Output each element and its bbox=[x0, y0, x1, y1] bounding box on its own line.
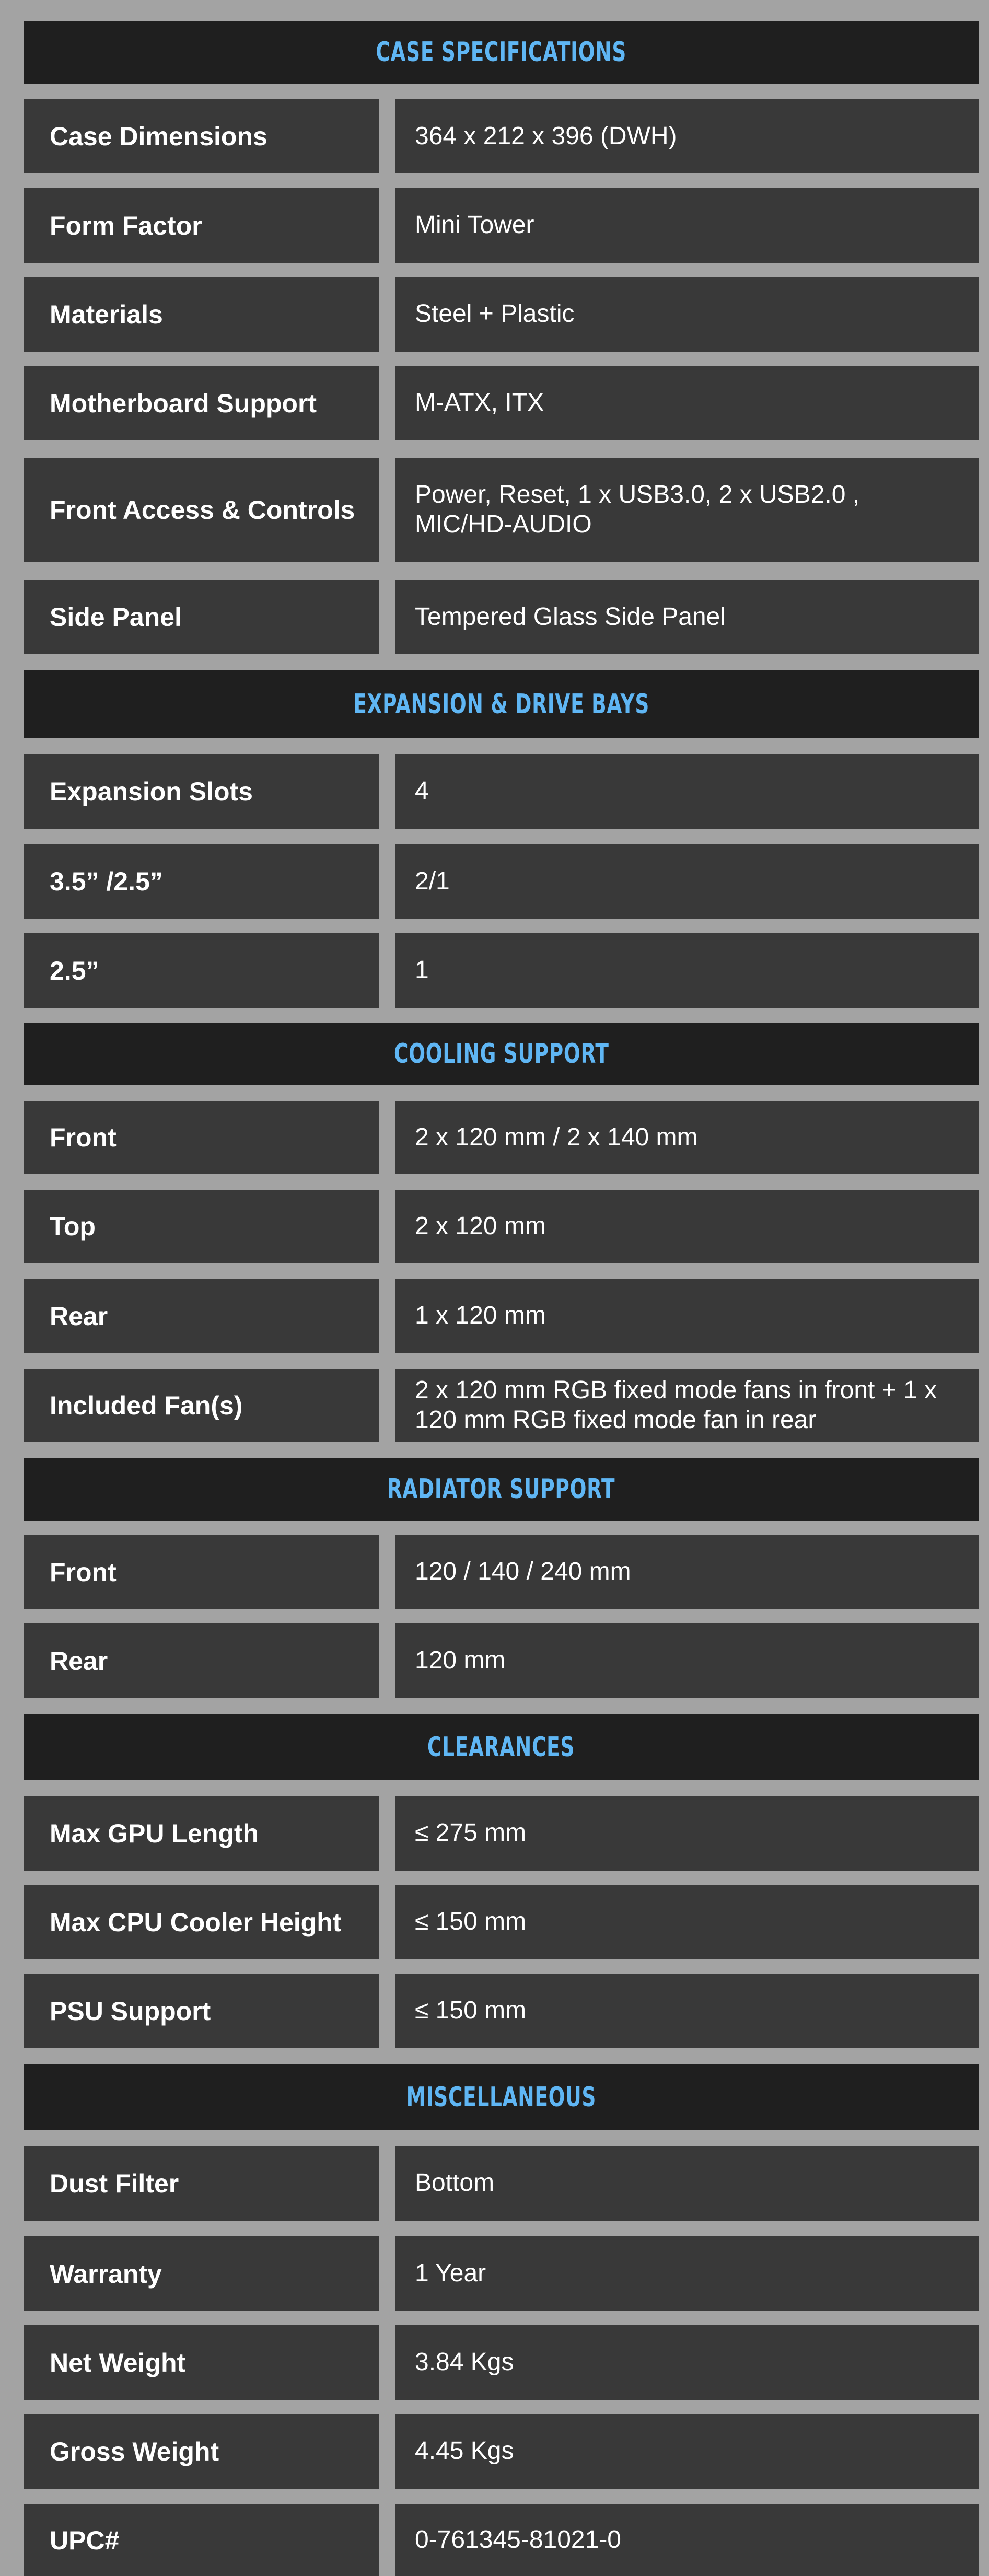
spec-value bbox=[395, 1974, 979, 2048]
spec-label: Front bbox=[24, 1535, 379, 1609]
spec-value-text: Steel + Plastic bbox=[415, 300, 575, 328]
spec-value bbox=[395, 2504, 979, 2576]
spec-label: Front bbox=[24, 1101, 379, 1174]
section-title: EXPANSION & DRIVE BAYS bbox=[353, 689, 649, 720]
spec-value-text: ≤ 275 mm bbox=[415, 1819, 527, 1847]
spec-value-text: 2/1 bbox=[415, 867, 450, 895]
spec-value-text: Mini Tower bbox=[415, 211, 534, 239]
spec-value bbox=[395, 1190, 979, 1263]
spec-label: Warranty bbox=[24, 2236, 379, 2311]
spec-label: PSU Support bbox=[24, 1974, 379, 2048]
spec-label: 3.5” /2.5” bbox=[24, 844, 379, 919]
spec-label: Gross Weight bbox=[24, 2414, 379, 2489]
spec-label: Materials bbox=[24, 277, 379, 352]
spec-label: Max GPU Length bbox=[24, 1796, 379, 1871]
spec-value bbox=[395, 1623, 979, 1698]
section-title: CLEARANCES bbox=[427, 1731, 575, 1763]
spec-value bbox=[395, 1279, 979, 1353]
spec-value bbox=[395, 580, 979, 654]
spec-value bbox=[395, 2325, 979, 2400]
spec-value bbox=[395, 933, 979, 1008]
spec-value bbox=[395, 366, 979, 440]
spec-value bbox=[395, 458, 979, 562]
spec-value-text: 4.45 Kgs bbox=[415, 2437, 514, 2465]
section-title: COOLING SUPPORT bbox=[393, 1038, 609, 1070]
spec-label: Dust Filter bbox=[24, 2146, 379, 2221]
spec-value-text: 1 Year bbox=[415, 2259, 486, 2288]
spec-value bbox=[395, 99, 979, 173]
spec-value-text: 2 x 120 mm bbox=[415, 1212, 546, 1240]
section-title: MISCELLANEOUS bbox=[406, 2081, 597, 2113]
spec-value-text: 120 / 140 / 240 mm bbox=[415, 1558, 631, 1586]
spec-value-text: 1 x 120 mm bbox=[415, 1302, 546, 1330]
section-header bbox=[24, 670, 979, 738]
section-title: RADIATOR SUPPORT bbox=[387, 1473, 615, 1505]
spec-value bbox=[395, 2236, 979, 2311]
spec-value-text: ≤ 150 mm bbox=[415, 1997, 527, 2025]
spec-label: Rear bbox=[24, 1623, 379, 1698]
spec-value-text: 0-761345-81021-0 bbox=[415, 2526, 621, 2554]
spec-value-text: 120 mm bbox=[415, 1646, 506, 1675]
spec-value bbox=[395, 277, 979, 352]
spec-value-text: 2 x 120 mm / 2 x 140 mm bbox=[415, 1123, 698, 1151]
section-header bbox=[24, 1023, 979, 1085]
spec-value-text: Bottom bbox=[415, 2169, 495, 2197]
spec-label: Max CPU Cooler Height bbox=[24, 1885, 379, 1959]
section-title: CASE SPECIFICATIONS bbox=[376, 37, 627, 68]
spec-label: Rear bbox=[24, 1279, 379, 1353]
spec-label: Case Dimensions bbox=[24, 99, 379, 173]
spec-value-text: M-ATX, ITX bbox=[415, 389, 544, 417]
spec-label: Side Panel bbox=[24, 580, 379, 654]
section-header bbox=[24, 2064, 979, 2130]
spec-value bbox=[395, 2414, 979, 2489]
section-header bbox=[24, 21, 979, 84]
spec-label: Form Factor bbox=[24, 188, 379, 263]
spec-value-text: 4 bbox=[415, 777, 429, 805]
spec-value-text: Tempered Glass Side Panel bbox=[415, 602, 726, 631]
spec-value-text: 3.84 Kgs bbox=[415, 2348, 514, 2376]
spec-value-text: Power, Reset, 1 x USB3.0, 2 x USB2.0 , MIC/HD-AUDIO bbox=[415, 481, 860, 538]
spec-value bbox=[395, 1369, 979, 1442]
spec-label: Included Fan(s) bbox=[24, 1369, 379, 1442]
section-header bbox=[24, 1458, 979, 1521]
spec-value-text: 1 bbox=[415, 956, 429, 984]
spec-label: Top bbox=[24, 1190, 379, 1263]
spec-value-text: ≤ 150 mm bbox=[415, 1908, 527, 1936]
spec-value bbox=[395, 754, 979, 829]
spec-label: UPC# bbox=[24, 2504, 379, 2576]
spec-value bbox=[395, 1796, 979, 1871]
section-header bbox=[24, 1714, 979, 1780]
spec-label: Net Weight bbox=[24, 2325, 379, 2400]
spec-value bbox=[395, 1885, 979, 1959]
spec-value bbox=[395, 1535, 979, 1609]
spec-label: Front Access & Controls bbox=[24, 458, 379, 562]
spec-value bbox=[395, 844, 979, 919]
spec-value-text: 364 x 212 x 396 (DWH) bbox=[415, 122, 677, 150]
spec-label: Motherboard Support bbox=[24, 366, 379, 440]
spec-value-text: 2 x 120 mm RGB fixed mode fans in front + 1 x 120 mm RGB fixed mode fan in rear bbox=[415, 1376, 937, 1434]
spec-label: 2.5” bbox=[24, 933, 379, 1008]
spec-value bbox=[395, 2146, 979, 2221]
spec-label: Expansion Slots bbox=[24, 754, 379, 829]
spec-value bbox=[395, 1101, 979, 1174]
spec-value bbox=[395, 188, 979, 263]
